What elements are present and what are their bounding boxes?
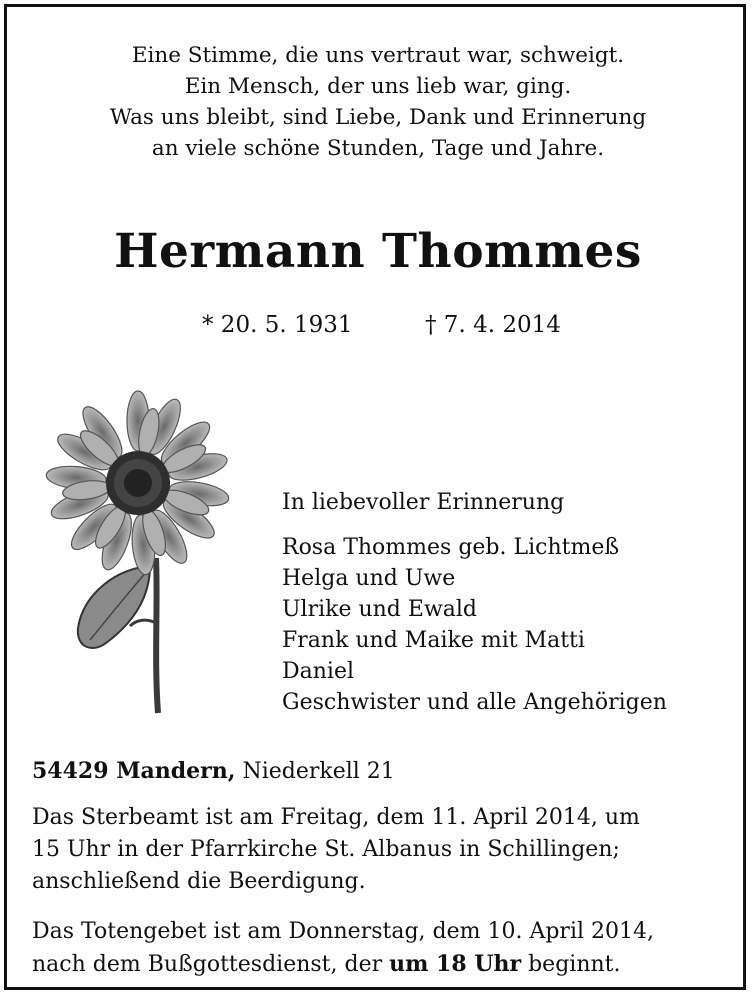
death-date: † 7. 4. 2014	[425, 312, 561, 338]
prayer-time: um 18 Uhr	[389, 951, 522, 977]
funeral-line: anschließend die Beerdigung.	[32, 869, 366, 894]
funeral-line: Das Sterbeamt ist am Freitag, dem 11. April 2014, um	[32, 805, 640, 830]
poem-line: Was uns bleibt, sind Liebe, Dank und Erinnerung	[109, 105, 647, 130]
prayer-line-2	[32, 948, 722, 981]
mourner-name: Frank und Maike mit Matti	[282, 628, 585, 653]
poem-line: an viele schöne Stunden, Tage und Jahre.	[151, 136, 605, 161]
deceased-name: Hermann Thommes	[114, 224, 642, 279]
mourners-intro: In liebevoller Erinnerung	[282, 490, 565, 515]
mourner-name: Ulrike und Ewald	[282, 597, 478, 622]
poem-line: Ein Mensch, der uns lieb war, ging.	[184, 74, 572, 99]
prayer-line-post: beginnt.	[521, 952, 621, 977]
birth-date: * 20. 5. 1931	[202, 312, 353, 338]
poem	[0, 40, 756, 164]
prayer-line: Das Totengebet ist am Donnerstag, dem 10. April 2014,	[32, 919, 654, 944]
mourner-name: Daniel	[282, 659, 355, 684]
mourner-name: Helga und Uwe	[282, 566, 456, 591]
address	[32, 758, 395, 784]
prayer-line-pre: nach dem Bußgottesdienst, der	[32, 952, 390, 977]
mourner-name: Rosa Thommes geb. Lichtmeß	[282, 535, 620, 560]
funeral-paragraph	[32, 802, 722, 898]
address-place: 54429 Mandern,	[32, 758, 236, 784]
mourners-block	[282, 487, 667, 718]
sunflower-icon	[38, 388, 244, 718]
mourner-name: Geschwister und alle Angehörigen	[282, 690, 667, 715]
funeral-line: 15 Uhr in der Pfarrkirche St. Albanus in Schillingen;	[32, 837, 620, 862]
address-street: Niederkell 21	[242, 759, 395, 784]
prayer-paragraph	[32, 916, 722, 981]
poem-line: Eine Stimme, die uns vertraut war, schweigt.	[131, 43, 625, 68]
